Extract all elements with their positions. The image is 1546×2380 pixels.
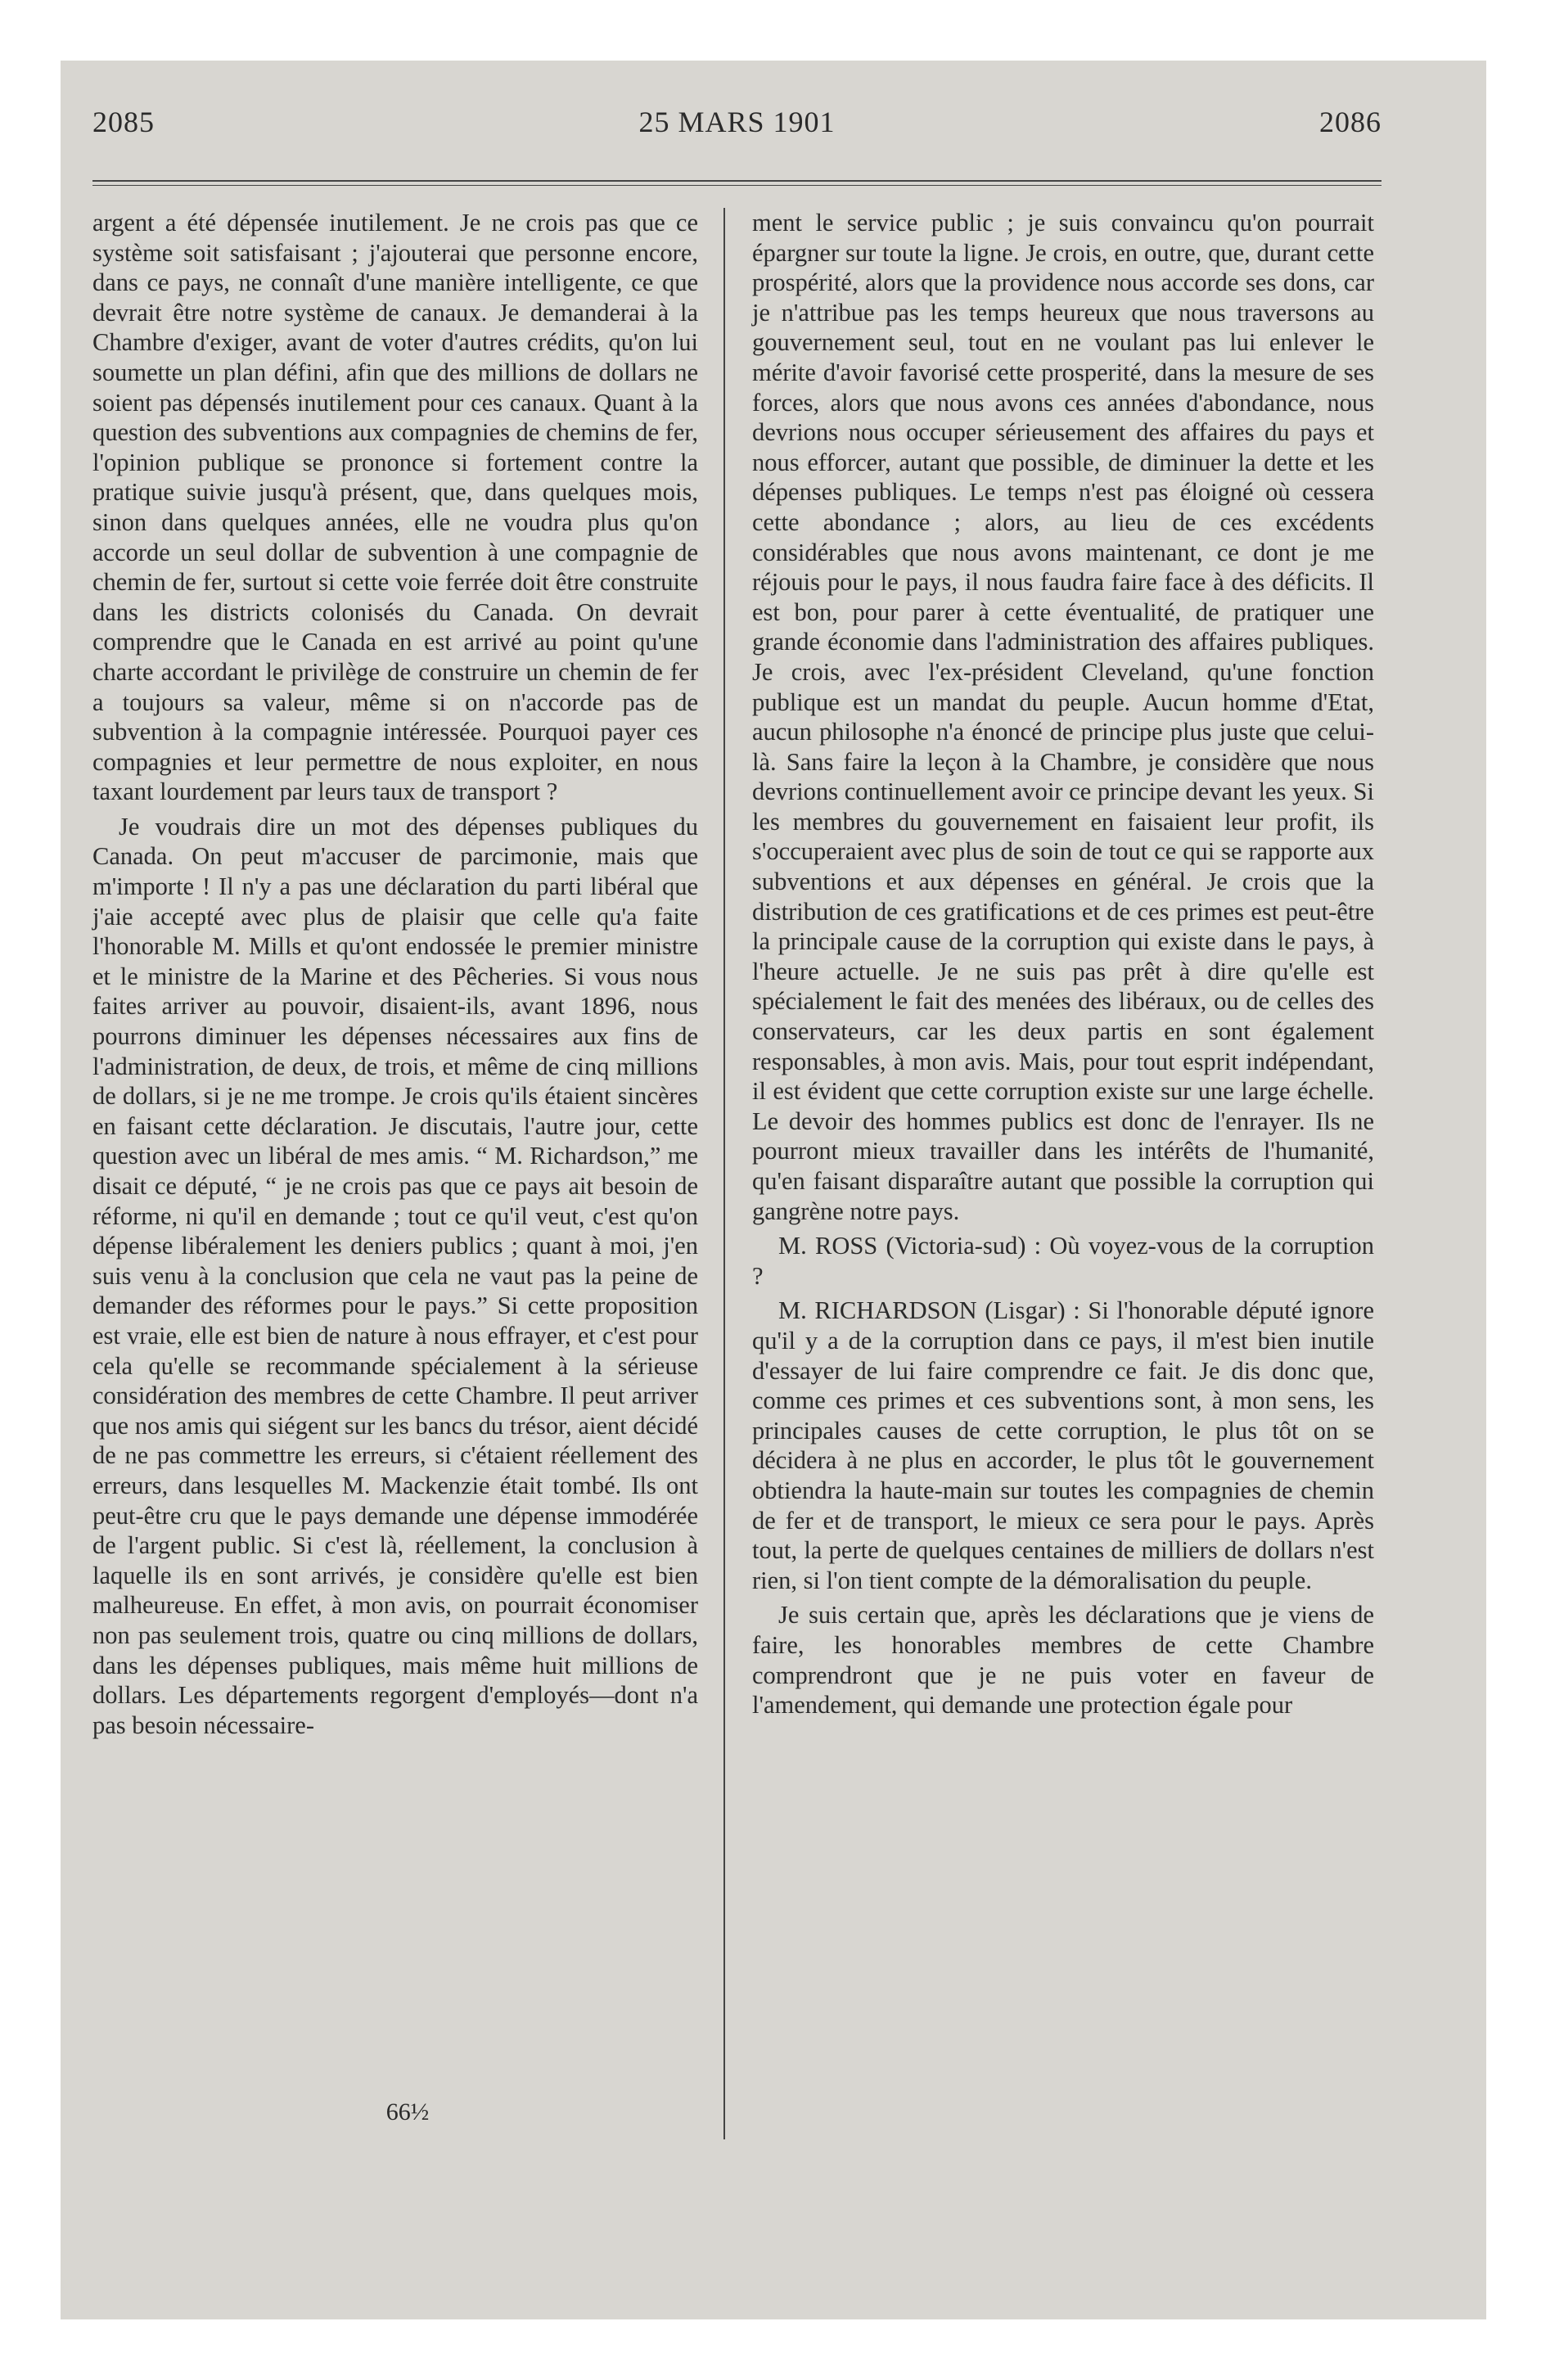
scanned-sheet bbox=[61, 61, 1486, 2319]
paragraph: ment le service public ; je suis convaincu qu'on pourrait épargner sur toute la ligne. Je crois, en outre, que, durant cette prospérité, alors que la providence nous accorde ses dons, car je n'attribue pas les temps heureux que nous traversons au gouvernement seul, tout en ne voulant pas lui enlever le mérite d'avoir favorisé cette prosperité, dans la mesure de ses forces, alors que nous avons ces années d'abondance, nous devrions nous occuper sérieusement des affaires du pays et nous efforcer, autant que possible, de diminuer la dette et les dépenses publiques. Le temps n'est pas éloigné où cessera cette abondance ; alors, au lieu de ces excédents considérables que nous avons maintenant, ce dont je me réjouis pour le pays, il nous faudra faire face à des déficits. Il est bon, pour parer à cette éventualité, de pratiquer une grande économie dans l'administration des affaires publiques. Je crois, avec l'ex-président Cleveland, qu'une fonction publique est un mandat du peuple. Aucun homme d'Etat, aucun philosophe n'a énoncé de principe plus juste que celui-là. Sans faire la leçon à la Chambre, je considère que nous devrions continuellement avoir ce principe devant les yeux. Si les membres du gouvernement en faisaient leur profit, ils s'occuperaient avec plus de soin de tout ce qui se rapporte aux subventions et aux dépenses en général. Je crois que la distribution de ces gratifications et de ces primes est peut-être la principale cause de la corruption qui existe dans le pays, à l'heure actuelle. Je ne suis pas prêt à dire qu'elle est spécialement le fait des menées des libéraux, ou de celles des conservateurs, car les deux partis en sont également responsables, à mon avis. Mais, pour tout esprit indépendant, il est évident que cette corruption existe sur une large échelle. Le devoir des hommes publics est donc de l'enrayer. Ils ne pourront mieux travailler dans les intérêts de l'humanité, qu'en faisant disparaître autant que possible la corruption qui gangrène notre pays. bbox=[752, 209, 1374, 1225]
paragraph: Je suis certain que, après les déclarations que je viens de faire, les honorables membres de cette Chambre comprendront que je ne puis voter en faveur de l'amendement, qui demande une protection égale pour bbox=[752, 1601, 1374, 1720]
header-rule bbox=[92, 180, 1381, 186]
column-divider bbox=[723, 208, 725, 2139]
paragraph: Je voudrais dire un mot des dépenses publiques du Canada. On peut m'accuser de parcimonie, mais que m'importe ! Il n'y a pas une déclaration du parti libéral que j'aie accepté avec plus de plaisir que celle qu'a faite l'honorable M. Mills et qu'ont endossée le premier ministre et le ministre de la Marine et des Pêcheries. Si vous nous faites arriver au pouvoir, disaient-ils, avant 1896, nous pourrons diminuer les dépenses nécessaires aux fins de l'administration, de deux, de trois, et même de cinq millions de dollars, si je ne me trompe. Je crois qu'ils étaient sincères en faisant cette déclaration. Je discutais, l'autre jour, cette question avec un libéral de mes amis. “ M. Richardson,” me disait ce député, “ je ne crois pas que ce pays ait besoin de réforme, ni qu'il en demande ; tout ce qu'il veut, c'est qu'on dépense libéralement les deniers publics ; quant à moi, j'en suis venu à la conclusion que cela ne vaut pas la peine de demander des réformes pour le pays.” Si cette proposition est vraie, elle est bien de nature à nous effrayer, et c'est pour cela qu'elle se recommande spécialement à la sérieuse considération des membres de cette Chambre. Il peut arriver que nos amis qui siégent sur les bancs du trésor, aient décidé de ne pas commettre les erreurs, si c'étaient réellement des erreurs, dans lesquelles M. Mackenzie était tombé. Ils ont peut-être cru que le pays demande une dépense immodérée de l'argent public. Si c'est là, réellement, la conclusion à laquelle ils en sont arrivés, je considère qu'elle est bien malheureuse. En effet, à mon avis, on pourrait économiser non pas seulement trois, quatre ou cinq millions de dollars, dans les dépenses publiques, mais même huit millions de dollars. Les départements regorgent d'employés—dont n'a pas besoin nécessaire- bbox=[92, 812, 698, 1739]
paragraph: M. ROSS (Victoria-sud) : Où voyez-vous de la corruption ? bbox=[752, 1232, 1374, 1290]
folio-number: 66½ bbox=[385, 2098, 430, 2125]
running-header bbox=[92, 101, 1381, 151]
page bbox=[92, 101, 1381, 2180]
paragraph: M. RICHARDSON (Lisgar) : Si l'honorable député ignore qu'il y a de la corruption dans ce pays, il m'est bien inutile d'essayer de lui faire comprendre ce fait. Je dis donc que, comme ces primes et ces subventions sont, à mon sens, les principales causes de cette corruption, le plus tôt on se décidera à ne plus en accorder, le plus tôt le gouvernement obtiendra la haute-main sur toutes les compagnies de chemin de fer et de transport, le mieux ce sera pour le pays. Après tout, la perte de quelques centaines de milliers de dollars n'est rien, si l'on tient compte de la démoralisation du peuple. bbox=[752, 1296, 1374, 1594]
page-number-left: 2085 bbox=[92, 106, 155, 138]
page-number-right: 2086 bbox=[1319, 106, 1381, 138]
paragraph: argent a été dépensée inutilement. Je ne crois pas que ce système soit satisfaisant ; j'ajouterai que personne encore, dans ce pays, ne connaît d'une manière intelligente, ce que devrait être notre système de canaux. Je demanderai à la Chambre d'exiger, avant de voter d'autres crédits, qu'on lui soumette un plan défini, afin que des millions de dollars ne soient pas dépensés inutilement pour ces canaux. Quant à la question des subventions aux compagnies de chemins de fer, l'opinion publique se prononce si fortement contre la pratique suivie jusqu'à présent, que, dans quelques mois, sinon dans quelques années, elle ne voudra plus qu'on accorde un seul dollar de subvention à une compagnie de chemin de fer, surtout si cette voie ferrée doit être construite dans les districts colonisés du Canada. On devrait comprendre que le Canada en est arrivé au point qu'une charte accordant le privilège de construire un chemin de fer a toujours sa valeur, même si on n'accorde pas de subvention à la compagnie intéressée. Pourquoi payer ces compagnies et leur permettre de nous exploiter, en nous taxant lourdement par leurs taux de transport ? bbox=[92, 209, 698, 806]
right-column bbox=[752, 208, 1374, 1720]
header-date: 25 MARS 1901 bbox=[638, 106, 836, 138]
left-column bbox=[92, 208, 698, 1740]
